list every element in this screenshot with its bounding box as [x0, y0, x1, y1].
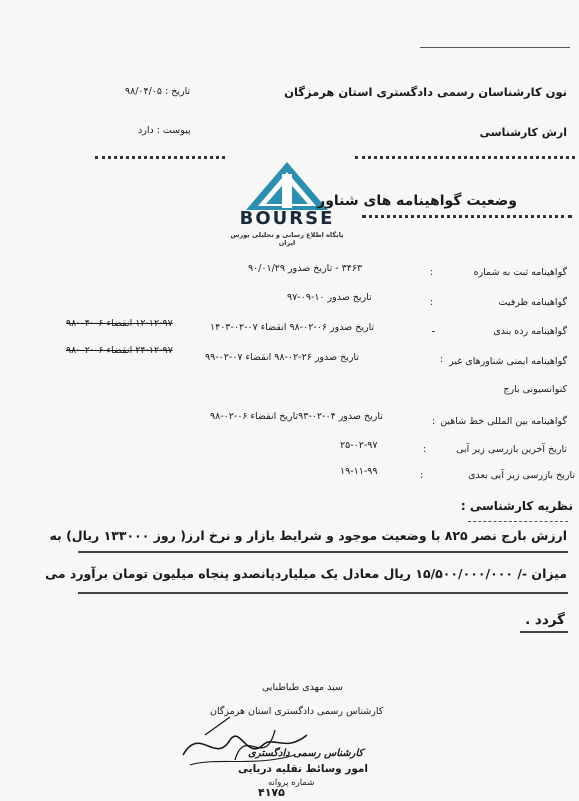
cert-label-registration: گواهینامه ثبت به شماره	[473, 267, 567, 278]
cert-value-classification: تاریخ صدور ۰۶-۰۲-۹۸ انقضاء ۰۷-۰۲-۱۴۰۳	[210, 322, 375, 333]
section-title: وضعیت گواهینامه های شناور	[317, 193, 517, 209]
cert-colon: :	[440, 354, 444, 365]
stamp-line-3: شماره پروانه	[268, 778, 315, 788]
opinion-title: نظریه کارشناسی :	[460, 499, 573, 513]
cert-colon: :	[420, 470, 424, 481]
cert-value-registration: ۳۴۶۳ - تاریخ صدور ۹۰/۰۱/۲۹	[248, 263, 363, 274]
cert-colon: ـ	[432, 324, 435, 335]
date-label: تاریخ :	[165, 86, 191, 97]
cert-colon: :	[430, 297, 434, 308]
opinion-line-1: ارزش بارج نصر ۸۲۵ با وضعیت موجود و شرایط بازار و نرخ ارز( روز ۱۳۳۰۰۰ ریال) به	[49, 528, 567, 543]
cert-label-nonconvention: کنوانسیونی بارج	[503, 384, 567, 395]
cert-struck-classification: ۱۲-۱۲-۹۷ انقضاء ۰۶-۰۴-۹۸	[66, 318, 173, 329]
dotted-separator-left	[95, 156, 225, 159]
top-rule	[420, 47, 570, 48]
opinion-line-1-underline	[78, 551, 568, 553]
stamp-line-1: کارشناس رسمی دادگستری	[248, 748, 364, 759]
date-value: ۹۸/۰۴/۰۵	[125, 86, 163, 97]
opinion-line-3: گردد .	[525, 612, 565, 628]
section-title-underline	[362, 215, 572, 218]
logo-tagline: پایگاه اطلاع رسانی و تحلیلی بورس ایران	[230, 231, 344, 247]
cert-label-next-inspection: تاریخ بازرسی زیر آبی بعدی	[468, 470, 575, 481]
logo-wordmark: BOURSE	[239, 208, 335, 229]
stamp-license-number: ۴۱۷۵	[258, 786, 285, 799]
cert-value-last-inspection: ۲۵-۰۲-۹۷	[340, 440, 378, 451]
cert-value-capacity: تاریخ صدور ۱۰-۰۹-۹۷	[287, 292, 372, 303]
cert-colon: :	[423, 444, 427, 455]
stamp-line-2: امور وسائط نقلیه دریایی	[238, 763, 368, 775]
cert-label-classification: گواهینامه رده بندی	[493, 326, 567, 337]
issuer-line: نون کارشناسان رسمی دادگستری استان هرمزگان	[284, 85, 567, 99]
cert-colon: :	[430, 267, 434, 278]
cert-struck-safety: ۲۴-۱۲-۹۷ انقضاء ۰۶-۰۲-۹۸	[66, 345, 173, 356]
signer-name: سید مهدی طباطبایی	[262, 682, 343, 693]
official-stamp	[238, 728, 378, 798]
cert-label-capacity: گواهینامه ظرفیت	[498, 297, 567, 308]
opinion-separator	[468, 521, 568, 522]
opinion-line-3-underline	[520, 631, 568, 633]
cert-label-loadline: گواهینامه بین المللی خط شاهین	[440, 416, 567, 427]
cert-label-safety: گواهینامه ایمنی شناورهای غیر	[449, 356, 567, 367]
attachment-line: پیوست : دارد	[138, 125, 191, 136]
opinion-line-2-underline	[78, 592, 568, 594]
cert-value-loadline: تاریخ صدور ۰۴-۰۲-۹۳تاریخ انقضاء ۰۶-۰۲-۹۸	[210, 411, 383, 422]
signer-title: کارشناس رسمی دادگستری استان هرمزگان	[210, 706, 384, 717]
opinion-line-2: میزان -/ ۱۵/۵۰۰/۰۰۰/۰۰۰ ریال معادل یک میلیاردپانصدو پنجاه میلیون تومان برآورد می	[45, 566, 567, 581]
date-line	[125, 86, 190, 97]
cert-value-next-inspection: ۱۹-۱۱-۹۹	[340, 466, 378, 477]
dotted-separator-right	[355, 156, 575, 159]
cert-value-safety: تاریخ صدور ۲۶-۰۲-۹۸ انقضاء ۰۷-۰۲-۹۹	[205, 352, 359, 363]
report-type: ارش کارشناسی	[479, 126, 567, 139]
cert-label-last-inspection: تاریخ آخرین بازرسی زیر آبی	[456, 444, 567, 455]
cert-colon: :	[432, 416, 436, 427]
